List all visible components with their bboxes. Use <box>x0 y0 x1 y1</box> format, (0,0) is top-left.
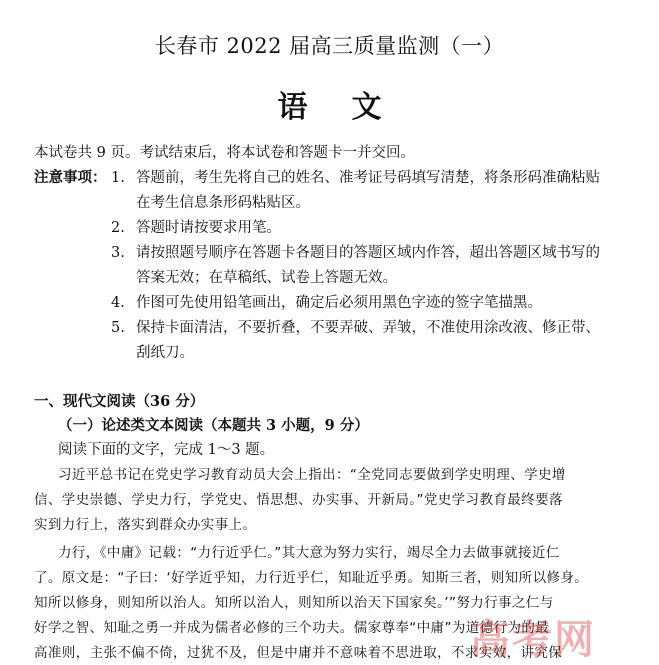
note-5-num: 5. <box>111 320 125 336</box>
note-4-line-1: 作图可先使用铅笔画出，确定后必须用黑色字迹的签字笔描黑。 <box>136 295 542 311</box>
exam-title: 长春市 2022 届高三质量监测（一） <box>154 34 505 58</box>
note-1-line-2: 在考生信息条形码粘贴区。 <box>136 195 310 211</box>
subject-title: 语文 <box>277 90 426 125</box>
passage-line-4: 力行，《中庸》记载：“力行近乎仁。”其大意为努力实行，竭尽全力去做事就接近仁 <box>58 545 560 561</box>
passage-line-3: 实到力行上，落实到群众办实事上。 <box>34 517 257 533</box>
section-title: 一、现代文阅读（36 分） <box>34 393 205 410</box>
notes-label: 注意事项： <box>34 169 107 186</box>
note-3-line-2: 答案无效；在草稿纸、试卷上答题无效。 <box>136 270 397 286</box>
passage-line-8: 高准则，主张不偏不倚，过犹不及，但是中庸并不意味着不思进取，不求实效，讲究保 <box>34 645 563 661</box>
watermark-logo <box>470 608 659 663</box>
note-2-line-1: 答题时请按要求用笔。 <box>136 220 281 236</box>
note-4-num: 4. <box>111 295 125 311</box>
subsection-title: （一）论述类文本阅读（本题共 3 小题，9 分） <box>58 417 369 434</box>
intro-text: 本试卷共 9 页。考试结束后，将本试卷和答题卡一并交回。 <box>34 145 415 161</box>
passage-line-7: 好学之智、知耻之勇一并成为儒者必修的三个功夫。儒家尊奉“中庸”为道德行为的最 <box>34 620 550 636</box>
note-5-line-1: 保持卡面清洁，不要折叠，不要弄破、弄皱，不准使用涂改液、修正带、 <box>136 320 600 336</box>
note-5-line-2: 刮纸刀。 <box>136 345 194 361</box>
reading-instruction: 阅读下面的文字，完成 1～3 题。 <box>58 442 275 458</box>
passage-line-1: 习近平总书记在党史学习教育动员大会上指出：“全党同志要做到学史明理、学史增 <box>58 467 566 483</box>
note-1-num: 1. <box>111 170 125 186</box>
note-3-num: 3. <box>111 245 125 261</box>
note-1-line-1: 答题前，考生先将自己的姓名、准考证号码填写清楚，将条形码准确粘贴 <box>136 170 600 186</box>
passage-line-2: 信、学史崇德、学史力行，学党史、悟思想、办实事、开新局。”党史学习教育最终要落 <box>34 492 563 508</box>
note-3-line-1: 请按照题号顺序在答题卡各题目的答题区域内作答，超出答题区域书写的 <box>136 245 600 261</box>
note-2-num: 2. <box>111 220 125 236</box>
passage-line-5: 了。原文是：“子曰：‘好学近乎知，力行近乎仁，知耻近乎勇。知斯三者，则知所以修身。 <box>34 570 589 586</box>
passage-line-6: 知所以修身，则知所以治人。知所以治人，则知所以治天下国家矣。’”努力行事之仁与 <box>34 595 554 611</box>
watermark-text: 高考网 <box>470 617 596 663</box>
